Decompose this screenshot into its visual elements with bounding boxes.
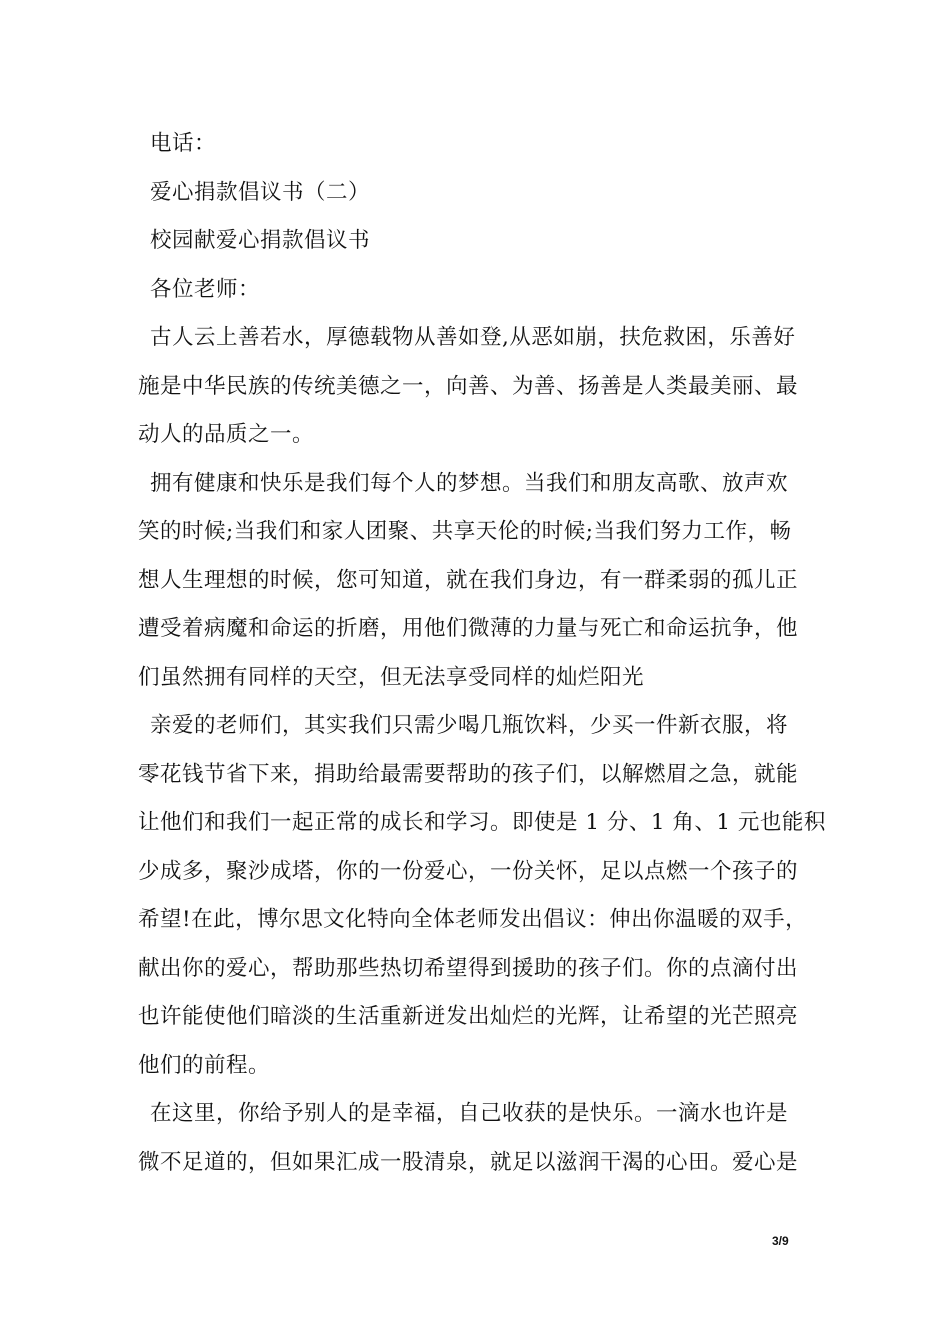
proposal-title: 校园献爱心捐款倡议书 bbox=[150, 228, 371, 253]
paragraph-line: 动人的品质之一。 bbox=[138, 422, 315, 447]
paragraph-line: 让他们和我们一起正常的成长和学习。即使是 1 分、1 角、1 元也能积 bbox=[138, 810, 826, 835]
paragraph-line: 也许能使他们暗淡的生活重新迸发出灿烂的光辉，让希望的光芒照亮 bbox=[138, 1004, 799, 1029]
document-body bbox=[138, 120, 826, 1187]
paragraph-line: 他们的前程。 bbox=[138, 1052, 271, 1078]
paragraph-line: 微不足道的，但如果汇成一股清泉，就足以滋润干渴的心田。爱心是 bbox=[138, 1149, 799, 1175]
paragraph-line: 施是中华民族的传统美德之一，向善、为善、扬善是人类最美丽、最 bbox=[138, 373, 799, 399]
paragraph-line: 古人云上善若水，厚德载物从善如登,从恶如崩，扶危救困，乐善好 bbox=[150, 325, 796, 350]
paragraph-line: 笑的时候;当我们和家人团聚、共享天伦的时候;当我们努力工作，畅 bbox=[138, 519, 792, 544]
page-number: 3/9 bbox=[772, 1234, 789, 1248]
paragraph-line: 亲爱的老师们，其实我们只需少喝几瓶饮料，少买一件新衣服，将 bbox=[150, 713, 789, 738]
paragraph-line: 拥有健康和快乐是我们每个人的梦想。当我们和朋友高歌、放声欢 bbox=[150, 470, 789, 496]
paragraph-line: 希望!在此，博尔思文化特向全体老师发出倡议：伸出你温暖的双手， bbox=[138, 907, 808, 932]
paragraph-line: 遭受着病魔和命运的折磨，用他们微薄的力量与死亡和命运抗争，他 bbox=[138, 616, 799, 641]
salutation: 各位老师： bbox=[150, 276, 261, 302]
paragraph-line: 献出你的爱心，帮助那些热切希望得到援助的孩子们。你的点滴付出 bbox=[138, 955, 799, 981]
paragraph-line: 零花钱节省下来，捐助给最需要帮助的孩子们，以解燃眉之急，就能 bbox=[138, 761, 799, 787]
phone-label: 电话： bbox=[150, 131, 217, 156]
paragraph-line: 们虽然拥有同样的天空，但无法享受同样的灿烂阳光 bbox=[138, 664, 645, 690]
section-title: 爱心捐款倡议书（二） bbox=[150, 179, 371, 205]
paragraph-line: 在这里，你给予别人的是幸福，自己收获的是快乐。一滴水也许是 bbox=[150, 1101, 789, 1126]
paragraph-line: 想人生理想的时候，您可知道，就在我们身边，有一群柔弱的孤儿正 bbox=[138, 567, 799, 593]
paragraph-line: 少成多，聚沙成塔，你的一份爱心，一份关怀，足以点燃一个孩子的 bbox=[138, 858, 799, 884]
